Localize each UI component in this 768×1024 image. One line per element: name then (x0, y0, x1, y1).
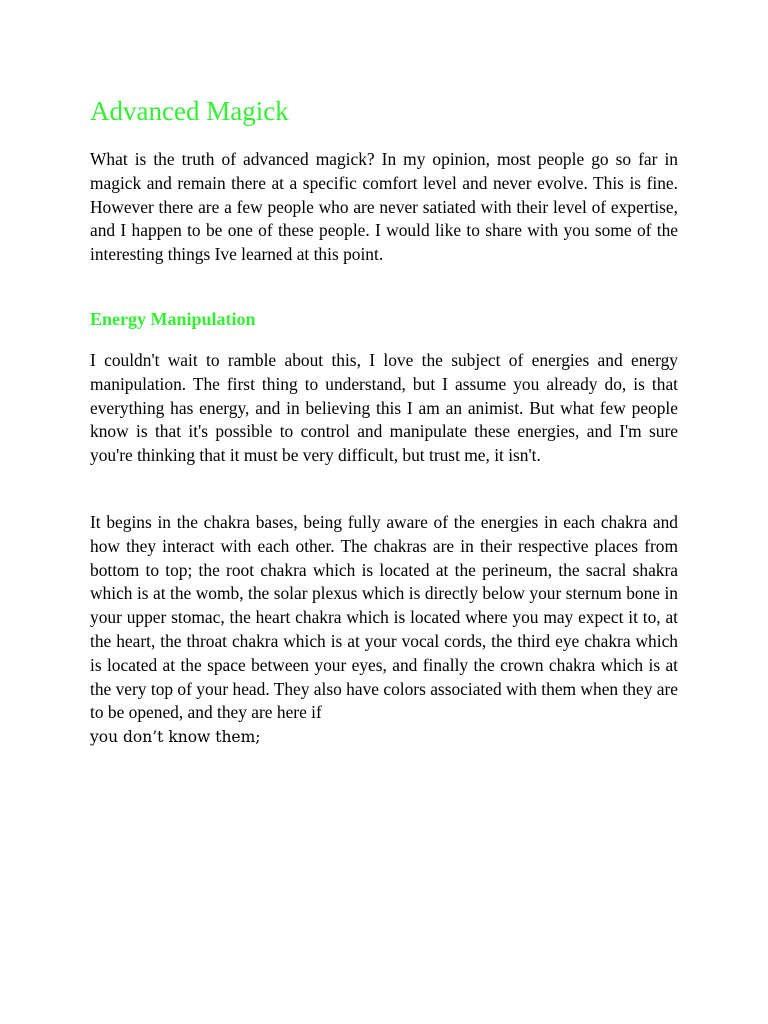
intro-paragraph: What is the truth of advanced magick? In my opinion, most people go so far in magick and remain there at a specific comfort level and never evolve. This is fine. However there are a few people who are never satiated with their level of expertise, and I happen to be one of these people. I would like to share with you some of the interesting things Ive learned at this point. (90, 149, 678, 265)
chakra-paragraph (90, 511, 678, 750)
page-title: Advanced Magick (90, 96, 289, 126)
chakra-paragraph-text: It begins in the chakra bases, being fully aware of the energies in each chakra and how they interact with each other. The chakras are in their respective places from bottom to top; the root chakra which is located at the perineum, the sacral shakra which is at the womb, the solar plexus which is directly below your sternum bone in your upper stomac, the heart chakra which is located where you may expect it to, at the heart, the throat chakra which is at your vocal cords, the third eye chakra which is located at the space between your eyes, and finally the crown chakra which is at the very top of your head. They also have colors associated with them when they are to be opened, and they are here if (90, 512, 678, 723)
section-heading: Energy Manipulation (90, 309, 256, 329)
chakra-paragraph-tail: you don’t know them; (90, 728, 261, 747)
energy-paragraph: I couldn't wait to ramble about this, I love the subject of energies and energy manipulation. The first thing to understand, but I assume you already do, is that everything has energy, and in believing this I am an animist. But what few people know is that it's possible to control and manipulate these energies, and I'm sure you're thinking that it must be very difficult, but trust me, it isn't. (90, 350, 678, 466)
